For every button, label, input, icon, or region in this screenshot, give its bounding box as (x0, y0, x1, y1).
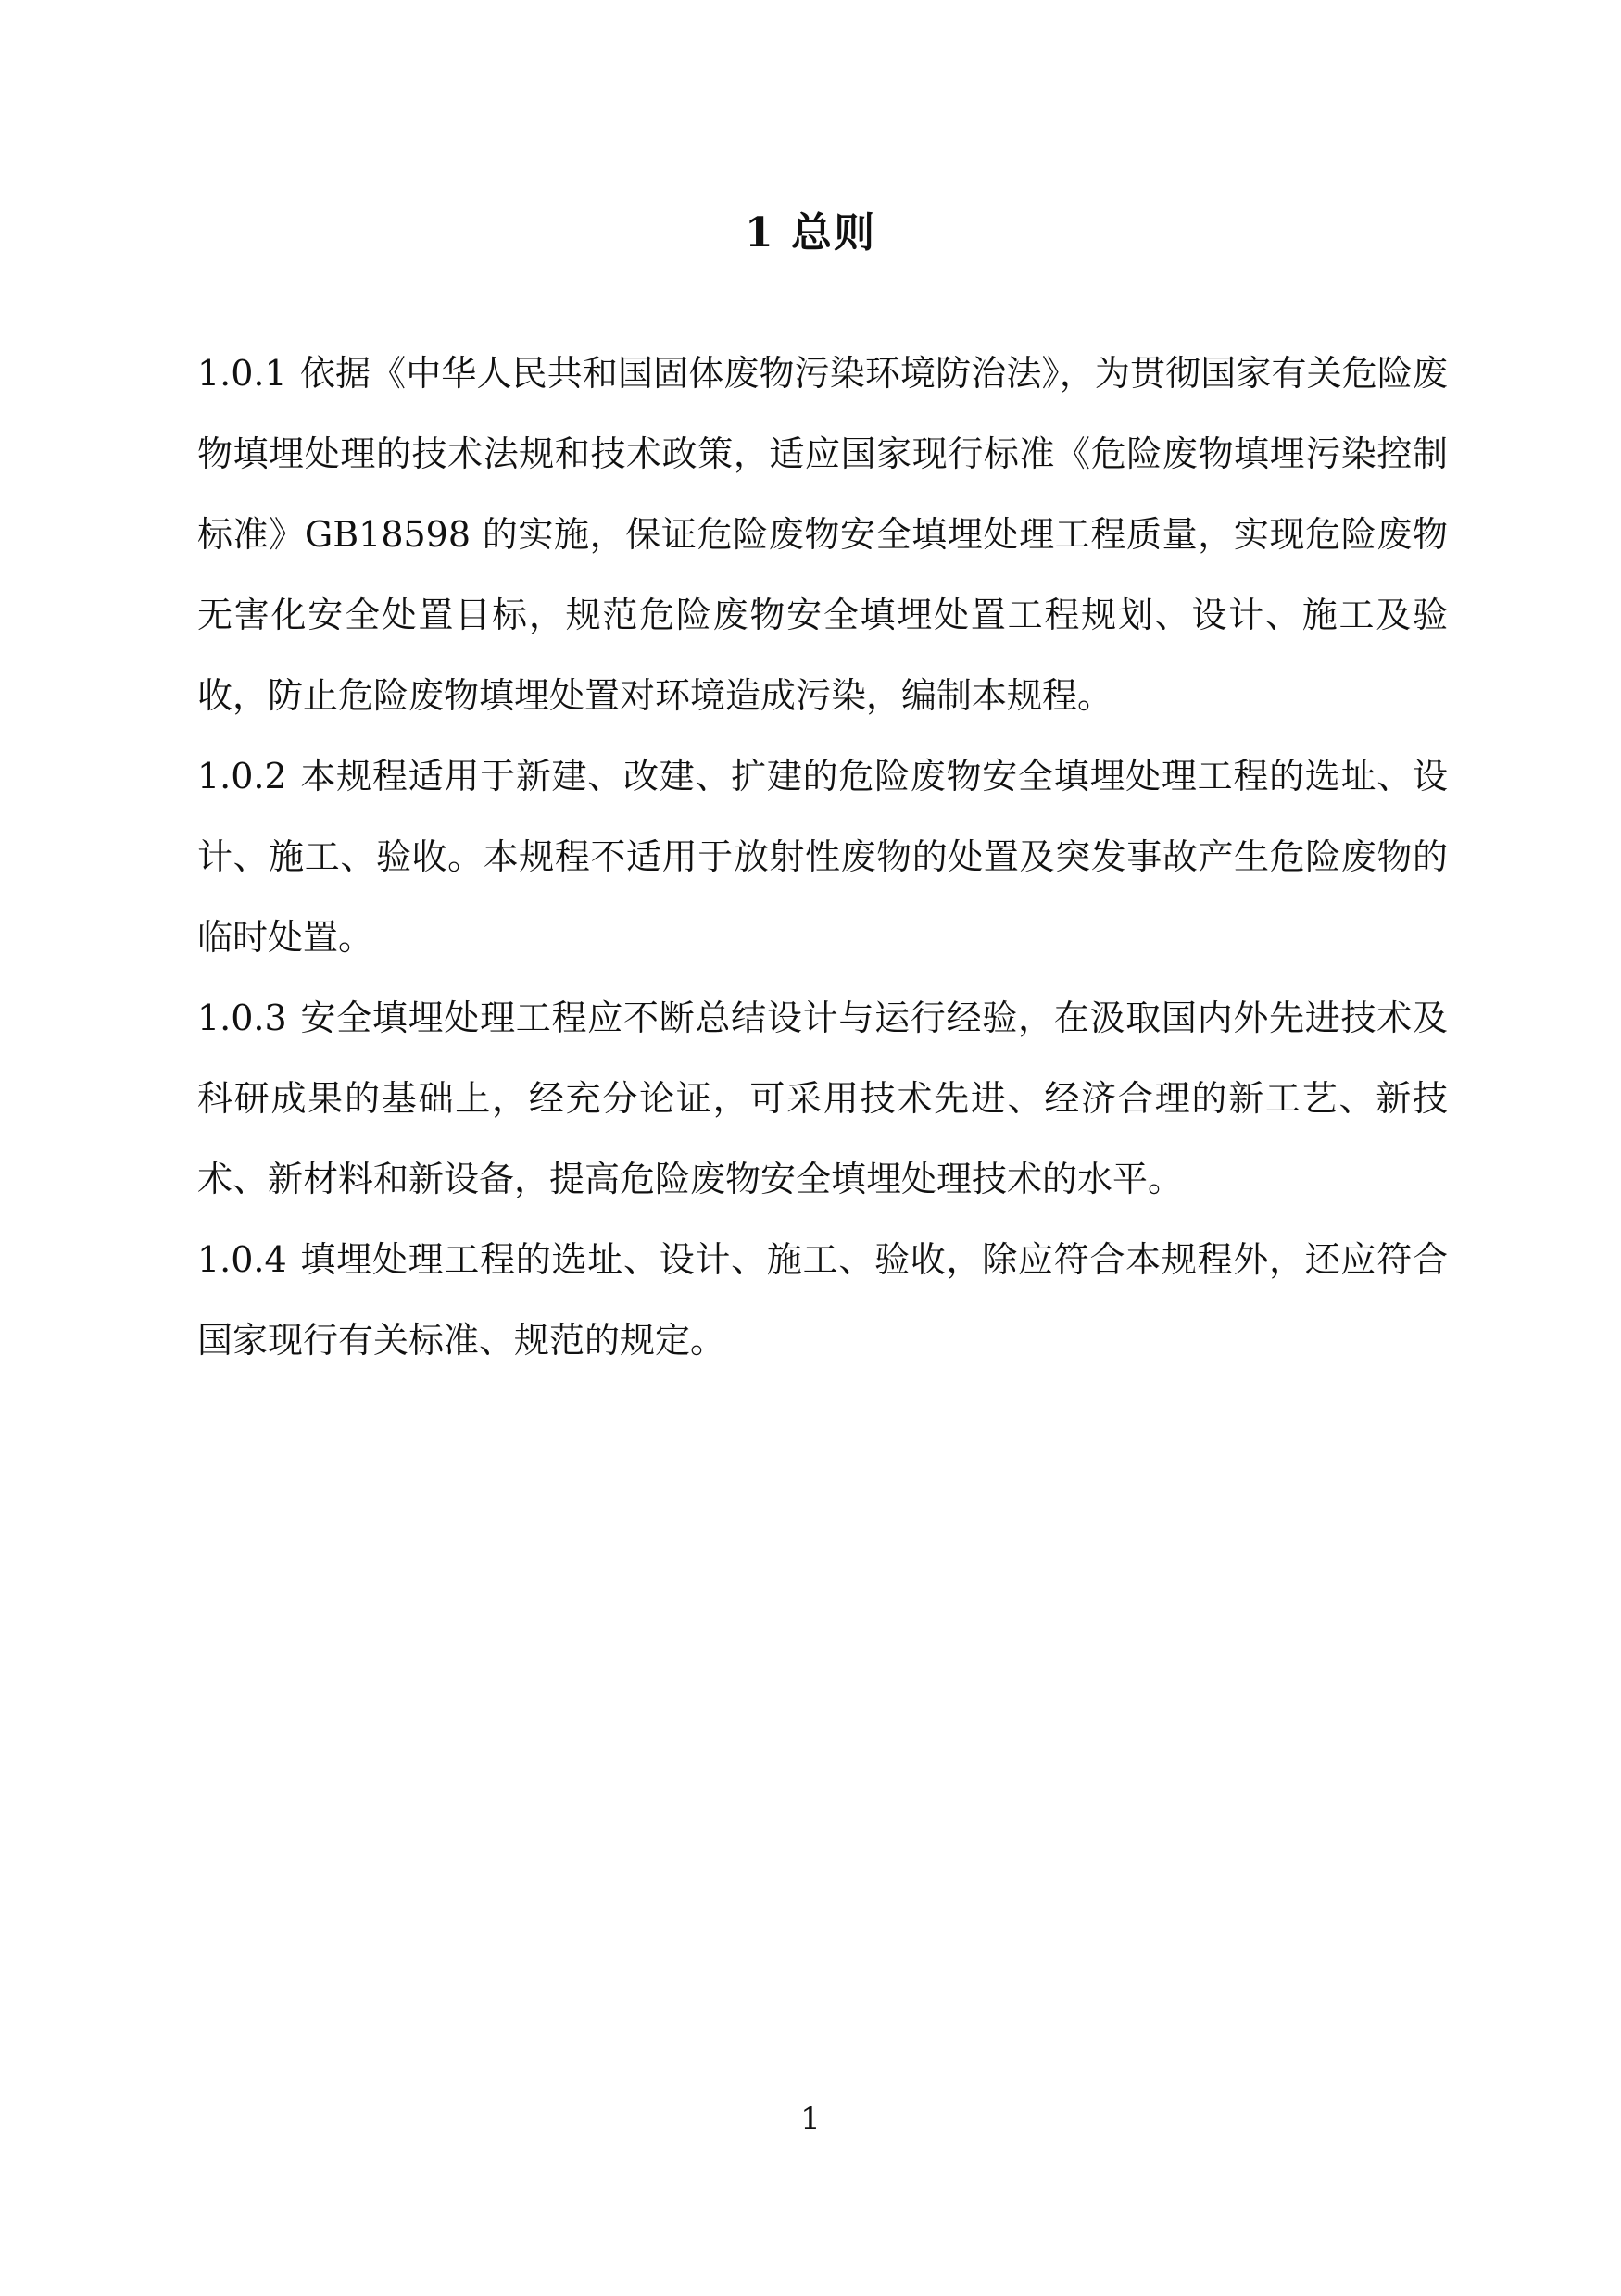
clause-1-0-2 (197, 736, 1448, 978)
clause-1-0-1 (197, 333, 1448, 736)
chapter-title: 1 总则 (745, 209, 876, 257)
chapter-body (197, 333, 1448, 1381)
clause-text: 安全填埋处理工程应不断总结设计与运行经验，在汲取国内外先进技术及科研成果的基础上，经充分论证，可采用技术先进、经济合理的新工艺、新技术、新材料和新设备，提高危险废物安全填埋处理技术的水平。 (197, 997, 1448, 1199)
clause-number: 1.0.1 (197, 353, 287, 394)
clause-1-0-4 (197, 1220, 1448, 1381)
clause-number: 1.0.3 (197, 997, 287, 1038)
clause-text: 本规程适用于新建、改建、扩建的危险废物安全填埋处理工程的选址、设计、施工、验收。本规程不适用于放射性废物的处置及突发事故产生危险废物的临时处置。 (197, 756, 1448, 958)
page-number: 1 (800, 2101, 821, 2138)
clause-text: 填埋处理工程的选址、设计、施工、验收，除应符合本规程外，还应符合国家现行有关标准、规范的规定。 (197, 1239, 1448, 1361)
clause-number: 1.0.2 (197, 756, 287, 797)
clause-text: 依据《中华人民共和国固体废物污染环境防治法》，为贯彻国家有关危险废物填埋处理的技术法规和技术政策，适应国家现行标准《危险废物填埋污染控制标准》GB18598 的实施，保证危险废物安全填埋处理工程质量，实现危险废物无害化安全处置目标，规范危险废物安全填埋处置工程规划、设计、施工及验收，防止危险废物填埋处置对环境造成污染，编制本规程。 (197, 353, 1448, 716)
clause-number: 1.0.4 (197, 1239, 287, 1280)
clause-1-0-3 (197, 978, 1448, 1220)
